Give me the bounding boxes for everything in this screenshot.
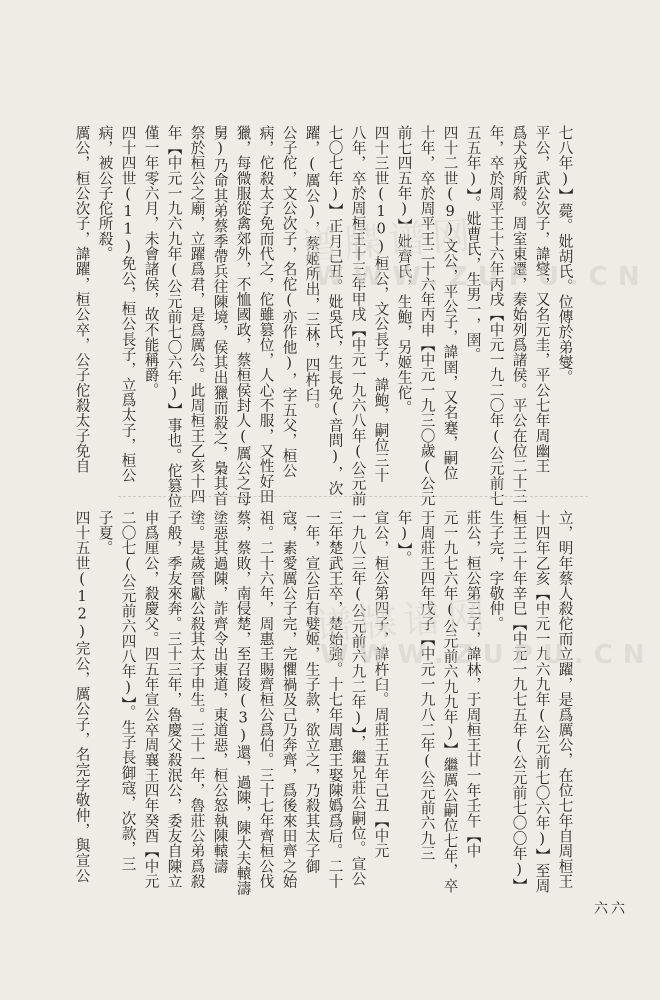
text-column: 塗。是歲晉獻公殺其太子申生。三十一年，魯莊公弟爲殺: [188, 510, 206, 889]
text-column: 七〇七年)】正月己丑。妣吳氏，生長免(音問)，次: [326, 125, 344, 496]
text-column: 四十三世(10)桓公，文公長子，諱鮑，嗣位三十: [372, 125, 390, 484]
text-column: 十年，卒於周平王二十六年丙申【中元一九三〇歲(公元: [418, 125, 436, 507]
text-column: 于周莊王四年戊子【中元一九八二年(公元前六九三: [418, 510, 436, 861]
text-column: 年，卒於周平王十六年丙戌【中元一九二〇年(公元前七: [487, 125, 505, 507]
text-column: 年)】。: [395, 510, 413, 566]
text-column: 厲公，桓公次子，諱躍，桓公卒，公子佗殺太子免自: [73, 125, 91, 474]
text-column: 四十二世(9)文公，平公子，諱圉，又名蹇，嗣位: [441, 125, 459, 481]
text-column: 一九八三年(公元前六九二年)】，繼兄莊公嗣位。宣公: [349, 510, 367, 887]
text-column: 祭於桓公之廟，立躍爲君，是爲厲公。此周桓王乙亥十四: [188, 125, 206, 504]
text-column: 寇，素愛厲公子完，完懼禍及己乃奔齊，爲後來田齊之始: [280, 510, 298, 889]
text-column: 立，明年蔡人殺佗而立躍，是爲厲公，在位七年自周桓王: [556, 510, 574, 889]
watermark-text: 谱牒谱网: [313, 592, 493, 650]
text-column: 四十四世(11)免公，桓公長子，立爲太子，桓公: [119, 125, 137, 484]
text-column: 塗惡其過陳，詐齊令出東道，東道惡，桓公怒執陳轅濤: [211, 510, 229, 874]
watermark-url: WWW.ZUPU.CN: [315, 262, 650, 292]
text-column: 八年，卒於周桓王十三年甲戌【中元一九六八年(公元前: [349, 125, 367, 507]
text-column: 獵，每微服從禽郊外，不恤國政，蔡桓侯封人(厲公之母: [234, 125, 252, 507]
text-column: 爲犬戎所殺。周室東遷，秦始列爲諸侯。平公在位二十三: [510, 125, 528, 504]
text-column: 元一九七六年(公元前六九九年)】繼厲公嗣位七年，卒: [441, 510, 459, 894]
text-column: 四十五世(12)完公，厲公子，名完字敬仲，與宣公: [73, 510, 91, 884]
text-column: 五五年)】。妣曹氏，生男一，圉。: [464, 125, 482, 363]
text-column: 年【中元一九六九年(公元前七〇六年)】事也。佗篡位: [165, 125, 183, 509]
text-column: 申爲厘公，殺慶父。四五年宣公卒周襄王四年癸酉【中元: [142, 510, 160, 889]
text-column: 蔡，蔡敗，南侵楚，至召陵(3)還，過陳，陳大夫轅濤: [234, 510, 252, 896]
text-column: 生子完，字敬仲。: [487, 510, 505, 632]
text-column: 病，佗殺太子免而代之，佗雖篡位，人心不服，又性好田: [257, 125, 275, 504]
text-column: 前七四五年)】妣齊氏，生鮑，另姬生佗。: [395, 125, 413, 416]
text-column: 十四年乙亥【中元一九六九年(公元前七〇六年)】至周: [533, 510, 551, 894]
text-column: 躍，(厲公)，蔡姬所出，三林，四杵臼。: [303, 125, 321, 418]
text-column: 三年楚武王卒，楚始強。十七年周惠王娶陳嬀爲后。二十: [326, 510, 344, 889]
text-column: 莊公，桓公第三子，諱林，于周桓王廿一年壬午【中: [464, 510, 482, 859]
text-column: 病，被公子佗所殺。: [96, 125, 114, 262]
text-column: 僅一年零六月，未會諸侯，故不能稱爵。: [142, 125, 160, 398]
text-column: 祖。二十六年，周惠王賜齊桓公爲伯。三十七年齊桓公伐: [257, 510, 275, 889]
page-number: 六六: [594, 901, 628, 917]
watermark-text: 谱牒谱网: [298, 212, 478, 270]
watermark-url: WWW.ZUPU.CN: [320, 640, 655, 670]
text-column: 七八年)】薨。妣胡氏。位傳於弟燮。: [556, 125, 574, 385]
text-column: 桓王二十年辛巳【中元一九七五年(公元前七〇〇年)】: [510, 510, 528, 894]
text-column: 子夏。: [96, 510, 114, 556]
text-column: 一年，宣公后有嬖姬，生子款，欲立之，乃殺其太子御: [303, 510, 321, 874]
text-column: 舅)乃命其弟蔡季帶兵往陳境，侯其出獵而殺之，梟其首: [211, 125, 229, 507]
text-column: 子般，季友來奔。三十三年，魯慶父殺泯公，委友自陳立: [165, 510, 183, 889]
section-divider: [118, 496, 588, 497]
text-column: 二〇七(公元前六四八年)】。生子長御寇，次款，三: [119, 510, 137, 872]
text-column: 宣公，桓公第四子，諱杵臼。周莊王五年己丑【中元: [372, 510, 390, 859]
text-column: 平公，武公次子，諱燮，又名元圭，平公七年周幽王: [533, 125, 551, 474]
text-column: 公子佗，文公次子，名佗(亦作他)，字五父，桓公: [280, 125, 298, 479]
